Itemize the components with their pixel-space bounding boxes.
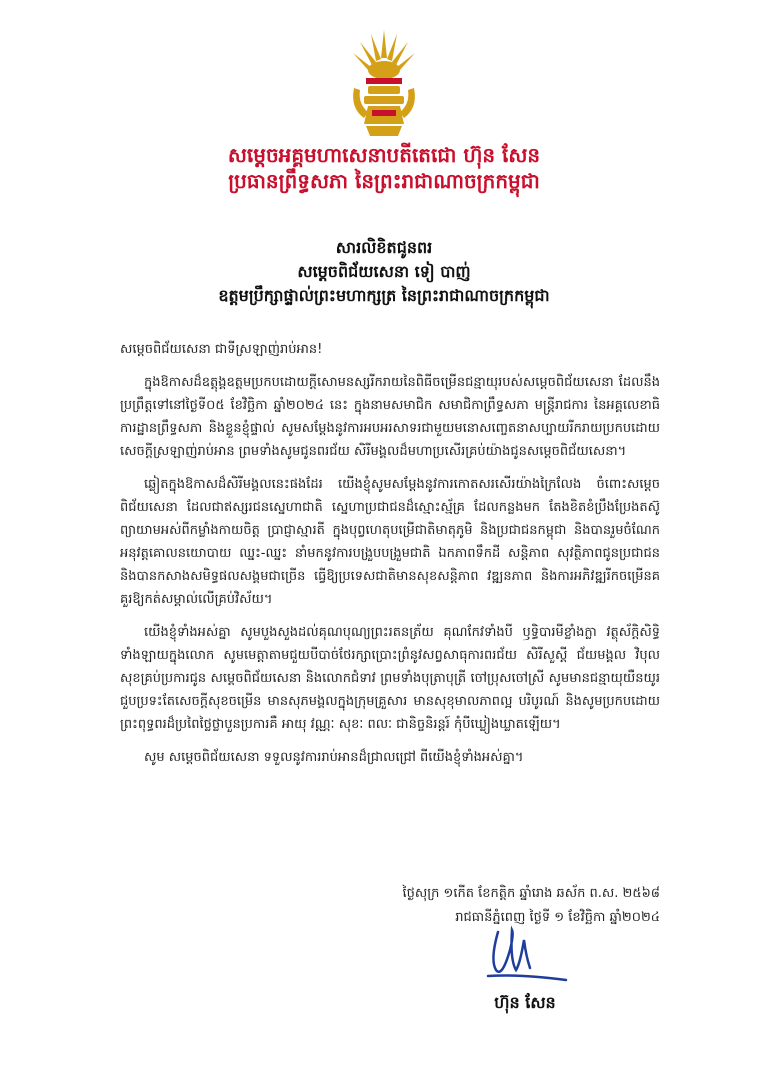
paragraph-1: ក្នុងឱកាសដ៏ឧត្តុង្គឧត្តមប្រកបដោយក្តីសោមនស្សរីករាយនៃពិធីចម្រើនជន្មាយុរបស់សម្តេចពិជ័យសេនា ដែលនឹងប្រព្រឹត្តទៅនៅថ្ងៃទី០៥ ខែវិច្ឆិកា ឆ្នាំ២០២៤ នេះ ក្នុងនាមសមាជិក សមាជិកាព្រឹទ្ធសភា មន្ត្រីរាជការ នៃអគ្គលេខាធិការដ្ឋានព្រឹទ្ធសភា និងខ្លួនខ្ញុំផ្ទាល់ សូមសម្តែងនូវការអបអរសាទរជាមួយមនោសញ្ចេតនាសប្បាយរីករាយប្រកបដោយសេចក្តីស្រឡាញ់រាប់អាន ព្រមទាំងសូមជូនពរជ័យ សិរីមង្គលដ៏មហាប្រសើរគ្រប់យ៉ាងជូនសម្តេចពិជ័យសេនា។ <box>120 375 660 459</box>
letter-title <box>0 236 768 308</box>
closing-line: សូម សម្តេចពិជ័យសេនា ទទួលនូវការរាប់អានដ៏ជ្រាលជ្រៅ ពីយើងខ្ញុំទាំងអស់គ្នា។ <box>144 750 524 765</box>
letter-title-line-3: ឧត្តមប្រឹក្សាផ្ទាល់ព្រះមហាក្សត្រ នៃព្រះរាជាណាចក្រកម្ពុជា <box>218 286 550 305</box>
paragraph-3: យើងខ្ញុំទាំងអស់គ្នា សូមបួងសួងដល់គុណបុណ្យព្រះរតនត្រ័យ គុណកែវទាំងបី ឫទ្ធិបារមីខ្លាំងក្លា វត្ថុស័ក្តិសិទ្ធិទាំងឡាយក្នុងលោក សូមមេត្តាតាមជួយបីបាច់ថែរក្សាប្រោះព្រំនូវសព្វសាធុការពរជ័យ សិរីសួស្តី ជ័យមង្គល វិបុលសុខគ្រប់ប្រការជូន សម្តេចពិជ័យសេនា និងលោកជំទាវ ព្រមទាំងបុត្រាបុត្រី ចៅប្រុសចៅស្រី សូមមានជន្មាយុយឺនយូរ ជួបប្រទះតែសេចក្តីសុខចម្រើន មានសុភមង្គលក្នុងក្រុមគ្រួសារ មានសុខុមាលភាពល្អ បរិបូរណ៍ និងសូមប្រកបដោយព្រះពុទ្ធពរដ៏ប្រពៃថ្លៃថ្លាបួនប្រការគឺ អាយុ វណ្ណៈ សុខៈ ពលៈ ជានិច្ចនិរន្តរ៍ កុំបីឃ្លៀងឃ្លាតឡើយ។ <box>120 625 660 732</box>
signer-name: ហ៊ុន សែន <box>494 993 556 1012</box>
salutation: សម្តេចពិជ័យសេនា ជាទីស្រឡាញ់រាប់អាន! <box>120 342 323 357</box>
letter-body <box>120 338 660 769</box>
letter-title-line-2: សម្តេចពិជ័យសេនា ទៀ បាញ់ <box>297 262 471 281</box>
senate-emblem-icon <box>346 28 422 140</box>
paragraph-2: ឆ្លៀតក្នុងឱកាសដ៏សិរីមង្គលនេះផងដែរ យើងខ្ញុំសូមសម្តែងនូវការកោតសរសើរយ៉ាងក្រៃលែង ចំពោះសម្តេចពិជ័យសេនា ដែលជាឥស្សរជនស្នេហាជាតិ ស្នេហាប្រជាជនដ៏ស្មោះស្ម័គ្រ ដែលកន្លងមក តែងខិតខំប្រឹងប្រែងតស៊ូព្យាយាមអស់ពីកម្លាំងកាយចិត្ត ប្រាជ្ញាស្មារតី ក្នុងបុព្វហេតុបម្រើជាតិមាតុភូមិ និងប្រជាជនកម្ពុជា និងបានរួមចំណែកអនុវត្តគោលនយោបាយ ឈ្នះ-ឈ្នះ នាំមកនូវការបង្រួបបង្រួមជាតិ ឯកភាពទឹកដី សន្តិភាព សុវត្ថិភាពជូនប្រជាជន និងបានកសាងសមិទ្ធផលសង្គមជាច្រើន ធ្វើឱ្យប្រទេសជាតិមានសុខសន្តិភាព វឌ្ឍនភាព និងការអភិវឌ្ឍរីកចម្រើនគគួរឱ្យកត់សម្គាល់លើគ្រប់វិស័យ។ <box>120 477 660 607</box>
solar-date: រាជធានីភ្នំពេញ ថ្ងៃទី ១ ខែវិច្ឆិកា ឆ្នាំ២០២៤ <box>455 910 660 925</box>
handwritten-signature <box>480 920 570 990</box>
sender-title: សម្តេចអគ្គមហាសេនាបតីតេជោ ហ៊ុន សែន <box>227 143 541 167</box>
sender-position: ប្រធានព្រឹទ្ធសភា នៃព្រះរាជាណាចក្រកម្ពុជា <box>228 169 540 193</box>
letterhead-sender <box>0 142 768 194</box>
letter-title-line-1: សារលិខិតជូនពរ <box>335 238 433 257</box>
lunar-date: ថ្ងៃសុក្រ ១កើត ខែកត្តិក ឆ្នាំរោង ឆស័ក ព.ស. ២៥៦៨ <box>402 886 660 901</box>
